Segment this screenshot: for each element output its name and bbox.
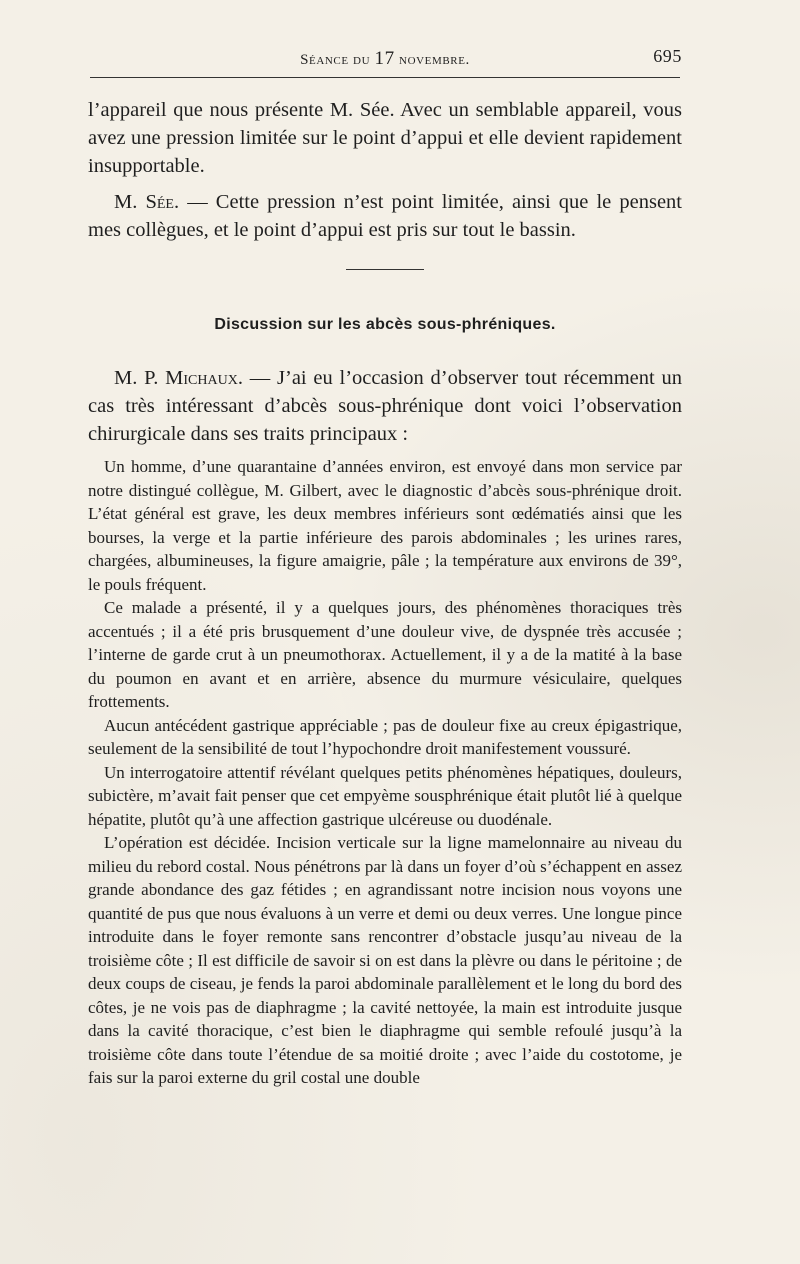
page-number: 695	[653, 46, 682, 66]
speaker-michaux: Michaux.	[165, 367, 243, 389]
header-rule	[90, 77, 680, 78]
observation-paragraph-3: Aucun antécédent gastrique appréciable ; pas de douleur fixe au creux épigastrique, seulement de la sensibilité de tout l’hypochondre droit manifestement voussuré.	[88, 715, 682, 758]
speaker-see: M. Sée.	[114, 191, 180, 213]
observation-paragraph-1: Un homme, d’une quarantaine d’années environ, est envoyé dans mon service par notre distingué collègue, M. Gilbert, avec le diagnostic d’abcès sous-phrénique droit. L’état général est grave, les deux membres inférieurs sont œdématiés ainsi que les bourses, la verge et la partie inférieure des parois abdominales ; les urines rares, chargées, albumineuses, la figure amaigrie, pâle ; la température aux environs de 39°, le pouls fréquent.	[88, 457, 682, 594]
running-head-title-prefix: Séance du	[300, 52, 375, 68]
running-head-title-suffix: novembre.	[394, 52, 470, 68]
running-head-title-day: 17	[374, 48, 395, 69]
michaux-intro-paragraph	[88, 364, 682, 448]
see-reply-paragraph	[88, 188, 682, 244]
observation-paragraph-5: L’opération est décidée. Incision verticale sur la ligne mamelonnaire au niveau du milieu du rebord costal. Nous pénétrons par là dans un foyer d’où s’échappent en assez grande abondance des gaz fétides ; en agrandissant notre incision nous voyons une quantité de pus que nous évaluons à un verre et demi ou deux verres. Une longue pince introduite dans le foyer remonte sans rencontrer d’obstacle jusqu’au niveau de la troisième côte ; Il est difficile de savoir si on est dans la plèvre ou dans le péritoine ; de deux coups de ciseau, je fends la paroi abdominale parallèlement et le long du bord des côtes, je ne vois pas de diaphragme ; la cavité nettoyée, la main est introduite jusque dans la cavité thoracique, c’est bien le diaphragme qui semble refoulé jusqu’à la troisième côte dans toute l’étendue de sa moitié droite ; avec l’aide du costotome, je fais sur la paroi externe du gril costal une double	[88, 833, 682, 1087]
see-reply-text: — Cette pression n’est point limitée, ainsi que le pensent mes collègues, et le point d’appui est pris sur tout le bassin.	[88, 191, 682, 241]
running-head	[88, 46, 682, 70]
michaux-intro-text: — J’ai eu l’occasion d’observer tout récemment un cas très intéressant d’abcès sous-phrénique dont voici l’observation chirurgicale dans ses traits principaux :	[88, 367, 683, 445]
observation-paragraph-2: Ce malade a présenté, il y a quelques jours, des phénomènes thoraciques très accentués ; il a été pris brusquement d’une douleur vive, de dyspnée très accusée ; l’interne de garde crut à un pneumothorax. Actuellement, il y a de la matité à la base du poumon en avant et en arrière, absence du murmure vésiculaire, quelques frottements.	[88, 598, 682, 711]
observation-block	[88, 455, 682, 1090]
section-title: Discussion sur les abcès sous-phréniques.	[214, 316, 556, 333]
section-separator-rule	[346, 269, 424, 270]
running-head-title	[88, 48, 682, 70]
continuation-paragraph: l’appareil que nous présente M. Sée. Avec un semblable appareil, vous avez une pression limitée sur le point d’appui et elle devient rapidement insupportable.	[88, 99, 682, 177]
top-text-block	[88, 96, 682, 244]
observation-paragraph-4: Un interrogatoire attentif révélant quelques petits phénomènes hépatiques, douleurs, subictère, m’avait fait penser que cet empyème sousphrénique était plutôt lié à quelque hépatite, plutôt qu’à une affection gastrique ulcéreuse ou duodénale.	[88, 762, 682, 829]
speaker-prefix: M. P.	[114, 367, 166, 389]
intro-block	[88, 364, 682, 448]
